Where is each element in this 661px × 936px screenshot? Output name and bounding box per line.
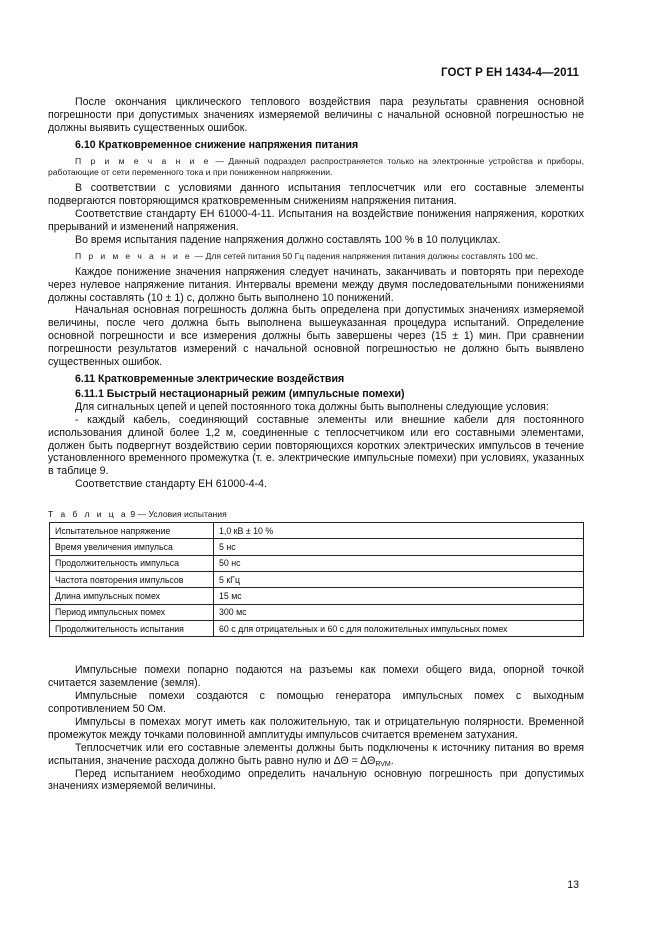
section-6-10-paragraph-3: Во время испытания падение напряжения должно составлять 100 % в 10 полуциклах. [75,233,501,246]
table-cell-parameter: Испытательное напряжение [50,523,214,539]
table-cell-value: 1,0 кВ ± 10 % [214,523,584,539]
section-6-10-note-2 [48,251,584,262]
section-6-11-paragraph-1: Для сигнальных цепей и цепей постоянного тока должны быть выполнены следующие условия: [75,400,549,413]
section-6-10-paragraph-2: Соответствие стандарту ЕН 61000-4-11. Испытания на воздействие понижения напряжения, коротких прерываний и изменений напряжения. [48,207,584,233]
table-row [50,620,584,636]
intro-paragraph: После окончания циклического теплового воздействия пара результаты сравнения основной погрешности при допустимых значениях измеряемой величины с начальной основной погрешностью не должны выявить существенных ошибок. [48,96,584,134]
table-label: Т а б л и ц а [48,509,128,520]
table-cell-value: 15 мс [214,588,584,604]
document-body [48,96,584,793]
table-cell-value: 300 мс [214,604,584,620]
paragraph-4-end: . [390,754,394,767]
section-6-10-note-1 [48,156,584,178]
table-cell-parameter: Длина импульсных помех [50,588,214,604]
table-cell-value: 60 с для отрицательных и 60 с для положительных импульсных помех [214,620,584,636]
table-cell-parameter: Время увеличения импульса [50,539,214,555]
note-label: П р и м е ч а н и е [75,250,193,261]
table-row [50,523,584,539]
table-cell-parameter: Продолжительность импульса [50,555,214,571]
section-6-10-paragraph-4: Каждое понижение значения напряжения следует начинать, заканчивать и повторять при переходе через нулевое напряжение питания. Интервалы времени между двумя последовательными понижениями должны составлять (10 ± 1) с, должно быть выполнено 10 понижений. [48,265,584,304]
table-cell-parameter: Продолжительность испытания [50,620,214,636]
section-6-11-paragraph-2: - каждый кабель, соединяющий составные элементы или внешние кабели для постоянного использования длиной более 1,2 м, соединенные с теплосчетчиком или его составными элементами, должен быть подвергнут воздействию серии повторяющихся коротких электрических импульсов в течение установленного временного промежутка (т. е. электрические импульсные помехи) при условиях, указанных в таблице 9. [48,413,584,478]
table-cell-value: 5 нс [214,539,584,555]
table-9 [49,522,584,637]
table-row [50,539,584,555]
note-text: — Для сетей питания 50 Гц падения напряжения питания должны составлять 100 мс. [192,250,538,261]
section-6-10-paragraph-5: Начальная основная погрешность должна быть определена при допустимых значениях измеряемой величины, после чего должна быть выполнена вышеуказанная процедура испытаний. Определение основной погрешности и все измерения должны быть завершены через (15 ± 1) мин. При сравнении погрешности результатов измерений с начальной основной погрешностью не должно быть выявлено существенных ошибок. [48,304,584,369]
table-cell-parameter: Частота повторения импульсов [50,572,214,588]
section-6-11-1-title: 6.11.1 Быстрый нестационарный режим (импульсные помехи) [75,387,405,400]
after-table-paragraph-3: Импульсы в помехах могут иметь как положительную, так и отрицательную полярности. Временной промежуток между точками половинной амплитуды импульсов считается временем затухания. [48,715,584,741]
after-table-paragraph-5: Перед испытанием необходимо определить начальную основную погрешность при допустимых значениях измеряемой величины. [48,767,584,793]
section-6-11-paragraph-3: Соответствие стандарту ЕН 61000-4-4. [75,478,267,491]
table-cell-parameter: Период импульсных помех [50,604,214,620]
note-text: — Данный подраздел распространяется только на электронные устройства и приборы, работающие от сети переменного тока и при пониженном напряжении. [48,155,584,177]
after-table-paragraph-2: Импульсные помехи создаются с помощью генератора импульсных помех с выходным сопротивлением 50 Ом. [48,690,584,715]
table-caption-text: 9 — Условия испытания [128,509,227,520]
page-number: 13 [567,879,579,891]
document-header: ГОСТ Р ЕН 1434-4—2011 [441,67,579,79]
table-row [50,555,584,571]
after-table-paragraph-4 [48,742,584,768]
rvm-subscript: RVM [375,760,391,768]
paragraph-4-text: Теплосчетчик или его составные элементы должны быть подключены к источнику питания во время испытания, значение расхода должно быть равно нулю и ΔΘ = ΔΘ [48,741,584,767]
section-6-10-paragraph-1: В соответствии с условиями данного испытания теплосчетчик или его составные элементы подвергаются повторяющимся кратковременным снижениям напряжения питания. [48,182,584,207]
after-table-paragraph-1: Импульсные помехи попарно подаются на разъемы как помехи общего вида, опорной точкой считается заземление (земля). [48,664,584,690]
table-row [50,572,584,588]
section-6-10-title: 6.10 Кратковременное снижение напряжения питания [75,138,359,151]
table-row [50,588,584,604]
table-cell-value: 50 нс [214,555,584,571]
table-row [50,604,584,620]
table-cell-value: 5 кГц [214,572,584,588]
section-6-11-title: 6.11 Кратковременные электрические воздействия [75,373,345,386]
note-label: П р и м е ч а н и е [75,155,211,166]
table-9-caption [48,509,584,520]
